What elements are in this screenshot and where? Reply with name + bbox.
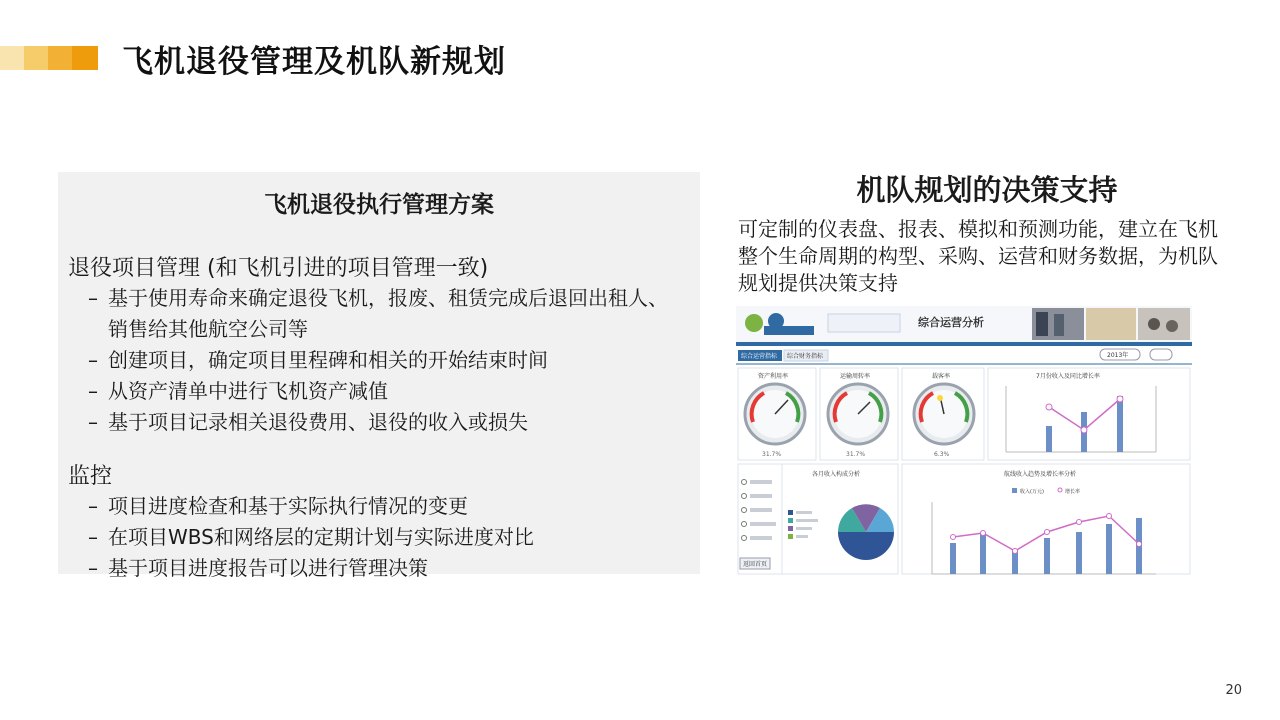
gauge-panel-2 [820, 368, 898, 460]
section-heading-monitor: 监控 [68, 464, 113, 489]
list-item: – 创建项目，确定项目里程碑和相关的开始结束时间 [88, 345, 668, 376]
dashboard-title: 综合运营分析 [918, 316, 984, 329]
point [1117, 396, 1123, 402]
list-item: – 在项目WBS和网络层的定期计划与实际进度对比 [88, 522, 668, 553]
point [1077, 520, 1082, 525]
legend-label: 收入(万元) [1020, 489, 1044, 495]
list-item: – 基于使用寿命来确定退役飞机，报废、租赁完成后退回出租人、销售给其他航空公司等 [88, 283, 668, 345]
accent-bar [0, 46, 24, 70]
point [1045, 530, 1050, 535]
period-value: 2013年 [1107, 352, 1129, 359]
pie-chart-panel [782, 464, 898, 574]
section-heading-project: 退役项目管理 (和飞机引进的项目管理一致) [68, 256, 489, 281]
title-accent-bars [0, 46, 98, 70]
header-photos [1032, 308, 1190, 340]
point [981, 531, 986, 536]
chart-title: 航线收入趋势及增长率分析 [1004, 471, 1077, 478]
pie [838, 504, 894, 560]
point [1107, 514, 1112, 519]
gauge-value: 6.3% [934, 451, 950, 458]
bar [950, 543, 956, 574]
header-divider [736, 342, 1192, 346]
accent-bar [48, 46, 72, 70]
point [1081, 427, 1087, 433]
gauge-label: 运输周转率 [840, 373, 871, 380]
project-bullets [88, 283, 668, 438]
gauge-value: 31.7% [762, 451, 782, 458]
back-button-label: 返回首页 [743, 561, 768, 568]
bar [980, 534, 986, 574]
gauge-label: 载客率 [932, 373, 951, 380]
point [1013, 549, 1018, 554]
legend-swatch [1012, 488, 1017, 493]
decision-support-title: 机队规划的决策支持 [856, 173, 1118, 207]
bar [1076, 532, 1082, 574]
legend-swatch [1058, 488, 1062, 492]
accent-bar [72, 46, 98, 70]
tab-label: 综合财务指标 [787, 353, 824, 360]
bar [1117, 396, 1123, 452]
gauge-panel-1 [738, 368, 816, 460]
decision-support-description: 可定制的仪表盘、报表、模拟和预测功能，建立在飞机整个生命周期的构型、采购、运营和财务数据，为机队规划提供决策支持 [738, 217, 1218, 295]
list-item: – 从资产清单中进行飞机资产减值 [88, 376, 668, 407]
list-item: – 基于项目进度报告可以进行管理决策 [88, 553, 668, 584]
point [1046, 404, 1052, 410]
gauge-value: 31.7% [846, 451, 866, 458]
page-number: 20 [1225, 683, 1242, 698]
legend-label: 增长率 [1065, 489, 1081, 495]
point [951, 535, 956, 540]
slogan-box [828, 314, 900, 332]
point [1137, 542, 1142, 547]
logo-bar [764, 326, 814, 335]
accent-bar [24, 46, 48, 70]
july-revenue-chart [988, 368, 1190, 460]
month-select [1150, 349, 1172, 360]
bar [1106, 524, 1112, 574]
chart-title: 各月收入构成分析 [812, 471, 861, 478]
chart-title: 7月份收入及同比增长率 [1036, 373, 1100, 380]
bar [1046, 426, 1052, 452]
gauge-label: 资产利用率 [758, 373, 789, 380]
page-title: 飞机退役管理及机队新规划 [122, 44, 506, 80]
panel-title: 飞机退役执行管理方案 [264, 192, 494, 218]
bar [1044, 538, 1050, 574]
gauge-panel-3 [902, 368, 984, 460]
list-item: – 基于项目记录相关退役费用、退役的收入或损失 [88, 407, 668, 438]
monitor-bullets [88, 491, 668, 584]
route-revenue-chart [902, 464, 1190, 574]
dashboard-screenshot [736, 306, 1192, 588]
list-item: – 项目进度检查和基于实际执行情况的变更 [88, 491, 668, 522]
tab-label: 综合运营指标 [741, 353, 778, 360]
